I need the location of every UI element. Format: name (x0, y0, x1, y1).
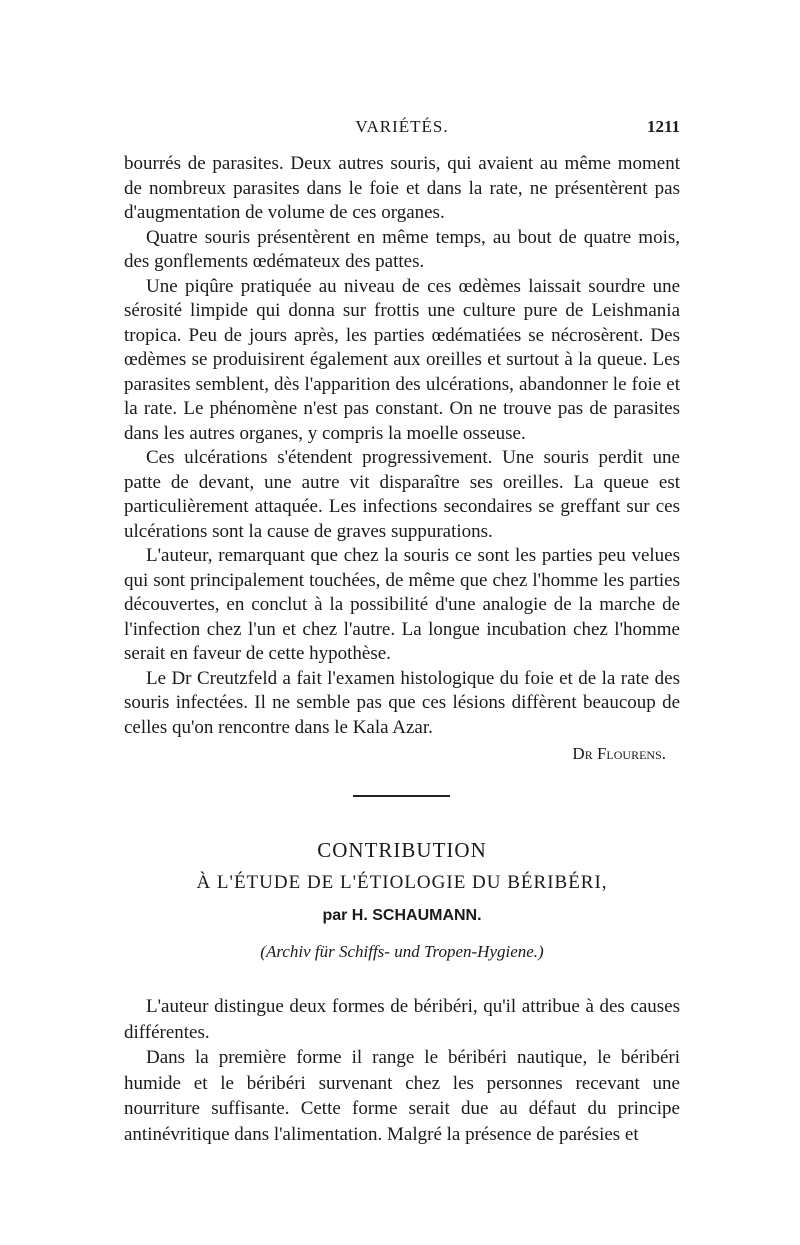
section-divider (353, 795, 450, 797)
section-title: VARIÉTÉS. (355, 117, 449, 136)
paragraph: L'auteur, remarquant que chez la souris ce sont les parties peu velues qui sont principalement touchées, de même que chez l'homme les parties découvertes, en conclut à la possibilité d'une analogie de la marche de l'infection chez l'un et chez l'autre. La longue incubation chez l'homme serait en faveur de cette hypothèse. (124, 545, 680, 664)
article-source: (Archiv für Schiffs- und Tropen-Hygiene.) (260, 942, 544, 961)
paragraph: Quatre souris présentèrent en même temps, au bout de quatre mois, des gonflements œdémateux des pattes. (124, 226, 680, 272)
paragraph: Dans la première forme il range le béribéri nautique, le béribéri humide et le béribéri survenant chez les personnes recevant une nourriture suffisante. Cette forme serait due au défaut du principe antinévritique dans l'alimentation. Malgré la présence de parésies et (124, 1047, 680, 1145)
article-2-body (124, 994, 680, 1147)
paragraph: Le Dr Creutzfeld a fait l'examen histologique du foie et de la rate des souris infectées. Il ne semble pas que ces lésions diffèrent beaucoup de celles qu'on rencontre dans le Kala Azar. (124, 667, 680, 738)
article-1-body (124, 152, 680, 767)
article-title: CONTRIBUTION (317, 838, 487, 862)
signature: Dr Flourens. (572, 744, 666, 763)
article-author: par H. SCHAUMANN. (322, 907, 482, 924)
paragraph: Ces ulcérations s'étendent progressivement. Une souris perdit une patte de devant, une autre vit disparaître ses oreilles. La queue est particulièrement attaquée. Les infections secondaires se greffant sur ces ulcérations sont la cause de graves suppurations. (124, 447, 680, 542)
running-head (124, 117, 680, 145)
article-subtitle: À L'ÉTUDE DE L'ÉTIOLOGIE DU BÉRIBÉRI, (196, 872, 608, 893)
paragraph: L'auteur distingue deux formes de béribéri, qu'il attribue à des causes différentes. (124, 996, 680, 1043)
paragraph: bourrés de parasites. Deux autres souris, qui avaient au même moment de nombreux parasites dans le foie et dans la rate, ne présentèrent pas d'augmentation de volume de ces organes. (124, 153, 680, 223)
paragraph: Une piqûre pratiquée au niveau de ces œdèmes laissait sourdre une sérosité limpide qui donna sur frottis une culture pure de Leishmania tropica. Peu de jours après, les parties œdématiées se nécrosèrent. Des œdèmes se produisirent également aux oreilles et surtout à la queue. Les parasites semblent, dès l'apparition des ulcérations, abandonner le foie et la rate. Le phénomène n'est pas constant. On ne trouve pas de parasites dans les autres organes, y compris la moelle osseuse. (124, 275, 680, 444)
page-number: 1211 (646, 117, 680, 136)
